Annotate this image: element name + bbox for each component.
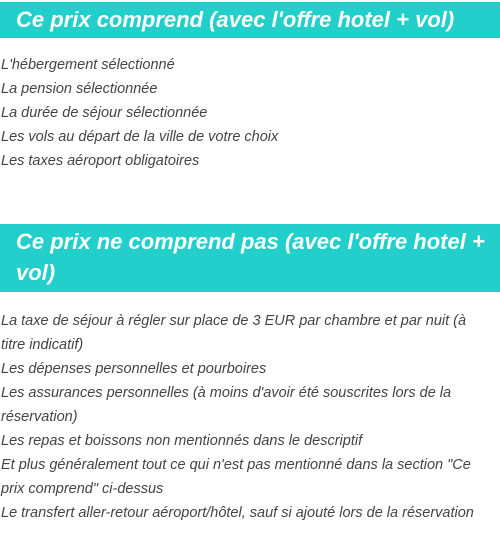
list-item: Le transfert aller-retour aéroport/hôtel, sauf si ajouté lors de la réservation bbox=[1, 505, 474, 521]
list-item: L'hébergement sélectionné bbox=[1, 57, 175, 73]
list-item: Les assurances personnelles (à moins d'avoir été souscrites lors de la réservation) bbox=[1, 385, 452, 425]
list-item: Et plus généralement tout ce qui n'est pas mentionné dans la section "Ce prix comprend" ci-dessus bbox=[1, 457, 471, 497]
list-item: La pension sélectionnée bbox=[1, 81, 158, 97]
list-item: La taxe de séjour à régler sur place de 3 EUR par chambre et par nuit (à titre indicatif) bbox=[1, 313, 467, 353]
list-item: Les vols au départ de la ville de votre choix bbox=[1, 129, 279, 145]
list-item: Les dépenses personnelles et pourboires bbox=[1, 361, 267, 377]
excluded-section-title: Ce prix ne comprend pas (avec l'offre hotel + vol) bbox=[0, 224, 500, 292]
included-section-title: Ce prix comprend (avec l'offre hotel + vol) bbox=[0, 2, 500, 38]
list-item: Les taxes aéroport obligatoires bbox=[1, 153, 200, 169]
included-list bbox=[1, 53, 491, 173]
list-item: La durée de séjour sélectionnée bbox=[1, 105, 208, 121]
excluded-list bbox=[1, 309, 491, 525]
list-item: Les repas et boissons non mentionnés dans le descriptif bbox=[1, 433, 363, 449]
